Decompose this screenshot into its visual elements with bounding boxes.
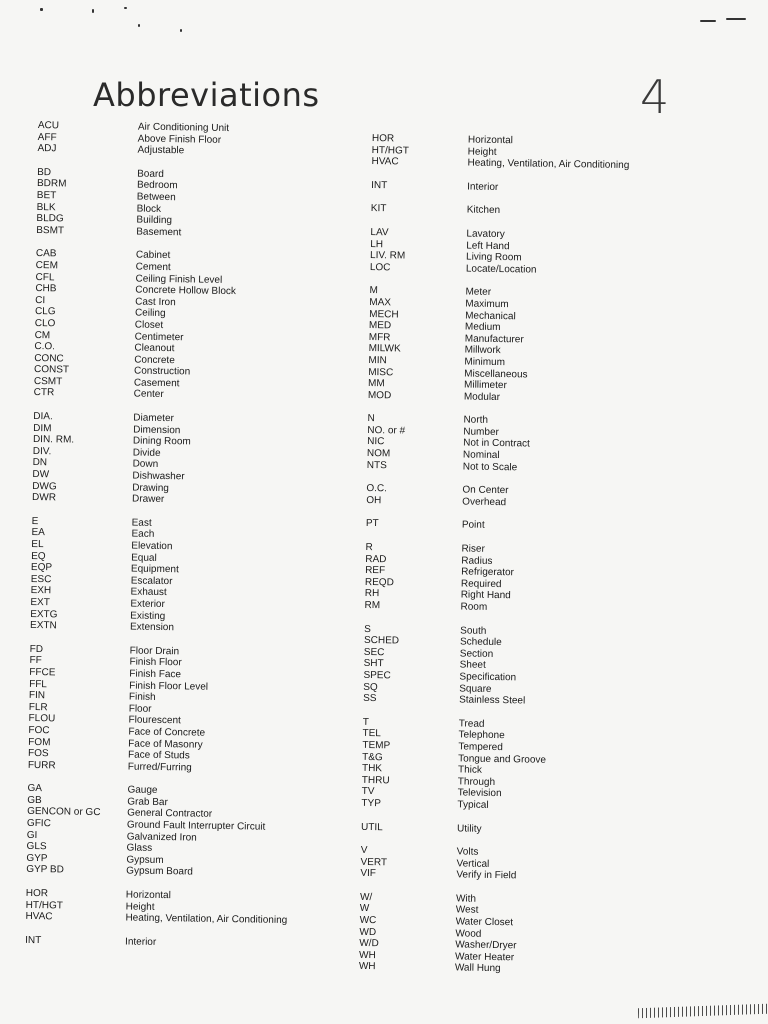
abbreviation-meaning: Adjustable bbox=[137, 144, 185, 157]
abbreviation-meaning: Tongue and Groove bbox=[458, 752, 547, 766]
abbreviation-meaning: West bbox=[455, 904, 479, 917]
abbreviation-meaning: Television bbox=[457, 787, 502, 800]
abbreviation-meaning: Required bbox=[460, 578, 502, 590]
abbreviation-meaning: Heating, Ventilation, Air Conditioning bbox=[125, 912, 288, 927]
abbreviation: FOC bbox=[28, 724, 50, 737]
abbreviation: INT bbox=[25, 934, 42, 946]
abbreviation: DIN. RM. bbox=[32, 434, 75, 446]
abbreviation-meaning: East bbox=[131, 517, 152, 529]
abbreviation-meaning: Center bbox=[133, 389, 164, 401]
abbreviation-meaning: Finish Floor bbox=[129, 656, 182, 669]
abbreviation-meaning: Right Hand bbox=[460, 589, 511, 602]
abbreviation: EXH bbox=[30, 585, 52, 597]
abbreviation-group bbox=[371, 203, 711, 220]
abbreviation-group bbox=[25, 935, 365, 952]
abbreviation: W bbox=[359, 903, 370, 915]
abbreviation: BD bbox=[37, 166, 52, 178]
abbreviation: DIV. bbox=[32, 445, 52, 458]
abbreviation: HT/HGT bbox=[25, 899, 63, 912]
abbreviation: MECH bbox=[369, 308, 399, 320]
abbreviation-row bbox=[25, 935, 365, 952]
abbreviation-meaning: Face of Masonry bbox=[128, 737, 203, 751]
abbreviation: THRU bbox=[361, 774, 390, 787]
abbreviation: ESC bbox=[30, 573, 52, 586]
abbreviation-meaning: Galvanized Iron bbox=[126, 831, 197, 844]
abbreviation: MM bbox=[367, 378, 385, 390]
abbreviation-meaning: Lavatory bbox=[466, 228, 505, 241]
abbreviation-meaning: Furred/Furring bbox=[127, 761, 192, 774]
abbreviation-meaning: Heating, Ventilation, Air Conditioning bbox=[467, 157, 630, 172]
abbreviation-meaning: Cleanout bbox=[134, 342, 175, 355]
abbreviation: NO. or # bbox=[367, 424, 406, 437]
abbreviation: TV bbox=[361, 786, 375, 798]
abbreviation-group bbox=[26, 783, 367, 881]
abbreviation: LH bbox=[370, 238, 384, 250]
abbreviation-meaning: Bedroom bbox=[136, 179, 178, 192]
abbreviation: FLR bbox=[28, 701, 48, 713]
abbreviation: MED bbox=[368, 320, 392, 332]
abbreviation: MILWK bbox=[368, 343, 401, 355]
abbreviation-meaning: General Contractor bbox=[127, 807, 213, 821]
abbreviation-meaning: Exterior bbox=[130, 598, 165, 611]
abbreviation: EQ bbox=[31, 550, 46, 562]
abbreviation: FFL bbox=[29, 678, 48, 690]
abbreviation: SQ bbox=[363, 681, 378, 693]
abbreviation-meaning: Extension bbox=[129, 621, 175, 634]
abbreviation-meaning: Construction bbox=[133, 365, 191, 378]
abbreviation-meaning: Water Heater bbox=[454, 951, 515, 964]
abbreviation-meaning: Divide bbox=[132, 447, 161, 459]
abbreviation: BET bbox=[36, 189, 57, 202]
abbreviation: CLO bbox=[34, 317, 56, 330]
abbreviation: VIF bbox=[360, 868, 377, 880]
abbreviation-group bbox=[363, 624, 704, 710]
abbreviation-meaning: Dimension bbox=[133, 424, 181, 436]
abbreviation: T&G bbox=[362, 751, 383, 763]
abbreviation-meaning: Interior bbox=[467, 181, 499, 193]
abbreviation: MFR bbox=[368, 331, 391, 344]
abbreviation-meaning: Minimum bbox=[464, 356, 506, 369]
abbreviation-meaning: Height bbox=[467, 146, 497, 158]
abbreviation-group bbox=[32, 411, 373, 509]
abbreviation: WD bbox=[359, 926, 377, 938]
abbreviation-group bbox=[359, 892, 700, 978]
abbreviation-meaning: Casement bbox=[133, 377, 180, 390]
scan-speck bbox=[92, 9, 94, 13]
abbreviation-meaning: Diameter bbox=[133, 412, 174, 425]
abbreviation: EA bbox=[31, 527, 45, 539]
abbreviation-meaning: Locate/Location bbox=[465, 263, 537, 276]
abbreviation: LIV. RM bbox=[369, 250, 406, 262]
abbreviation-meaning: Board bbox=[137, 168, 164, 180]
abbreviation: EL bbox=[31, 538, 44, 551]
abbreviation: RAD bbox=[365, 553, 387, 565]
abbreviation-meaning: Finish Floor Level bbox=[129, 680, 209, 693]
abbreviation: SHT bbox=[363, 658, 384, 670]
abbreviation-meaning: Wood bbox=[455, 928, 482, 940]
abbreviation: CONST bbox=[33, 364, 70, 376]
abbreviation: N bbox=[367, 413, 375, 425]
abbreviation-meaning: Exhaust bbox=[130, 586, 167, 599]
abbreviation-meaning: Mechanical bbox=[465, 310, 516, 322]
abbreviation: CLG bbox=[34, 306, 56, 318]
abbreviation: LAV bbox=[370, 226, 389, 239]
abbreviation-meaning: Maximum bbox=[465, 298, 509, 311]
abbreviation: GENCON or GC bbox=[27, 806, 101, 819]
abbreviation: FOS bbox=[27, 748, 49, 760]
abbreviation-meaning: Face of Studs bbox=[127, 749, 190, 762]
abbreviation-meaning: Finish Face bbox=[129, 668, 182, 681]
abbreviation-meaning: Nominal bbox=[462, 449, 500, 462]
abbreviation-group bbox=[368, 285, 710, 406]
abbreviation-meaning: Wall Hung bbox=[454, 962, 501, 975]
abbreviation: DWR bbox=[31, 492, 57, 504]
abbreviation-meaning: Each bbox=[131, 528, 155, 541]
abbreviation: AFF bbox=[37, 131, 57, 143]
abbreviation-meaning: Thick bbox=[457, 764, 482, 776]
abbreviation-group bbox=[371, 180, 711, 197]
abbreviation-group bbox=[36, 167, 377, 242]
abbreviation-meaning: Horizontal bbox=[125, 889, 171, 902]
abbreviation: FURR bbox=[27, 759, 56, 772]
abbreviation: CFL bbox=[35, 271, 55, 283]
abbreviation: DWG bbox=[32, 480, 57, 492]
abbreviation-meaning: Medium bbox=[464, 321, 501, 334]
abbreviation-meaning: Dining Room bbox=[132, 435, 191, 448]
abbreviation: WH bbox=[358, 961, 376, 973]
abbreviation-group bbox=[366, 518, 706, 535]
abbreviation-meaning: With bbox=[455, 893, 477, 905]
abbreviation: CONC bbox=[34, 352, 64, 365]
abbreviation: M bbox=[369, 285, 378, 297]
abbreviation-meaning: Ceiling bbox=[134, 307, 166, 320]
abbreviation-meaning: On Center bbox=[462, 484, 509, 497]
scan-edge-marks bbox=[638, 1004, 768, 1019]
abbreviation: FFCE bbox=[29, 666, 56, 679]
abbreviation: WC bbox=[359, 914, 377, 927]
abbreviation: SEC bbox=[363, 646, 385, 659]
scan-speck bbox=[124, 7, 127, 9]
abbreviation-group bbox=[37, 120, 378, 160]
abbreviation: BLK bbox=[36, 201, 56, 213]
abbreviation: O.C. bbox=[366, 483, 388, 495]
abbreviation: BDRM bbox=[36, 178, 67, 190]
abbreviation-meaning: Concrete bbox=[134, 354, 175, 366]
abbreviation: NTS bbox=[366, 459, 387, 471]
abbreviation: FOM bbox=[28, 736, 51, 748]
abbreviation-meaning: Cabinet bbox=[135, 249, 171, 262]
abbreviation: DW bbox=[32, 468, 50, 481]
abbreviation-meaning: Tempered bbox=[458, 741, 503, 754]
abbreviation: OH bbox=[366, 494, 382, 507]
abbreviation-meaning: Riser bbox=[461, 543, 485, 555]
abbreviation-meaning: Refrigerator bbox=[461, 566, 515, 579]
abbreviation: E bbox=[31, 515, 39, 527]
abbreviation: DN bbox=[32, 457, 48, 469]
chapter-number: 4 bbox=[640, 70, 670, 124]
abbreviation: EXT bbox=[30, 596, 50, 609]
scan-speck bbox=[40, 8, 43, 11]
abbreviation: CEM bbox=[35, 259, 59, 272]
abbreviation-meaning: Not to Scale bbox=[462, 461, 518, 473]
abbreviation-meaning: Ceiling Finish Level bbox=[135, 273, 223, 286]
abbreviation-meaning: Living Room bbox=[465, 251, 522, 264]
abbreviation-meaning: Tread bbox=[458, 718, 485, 730]
abbreviation: NIC bbox=[367, 436, 385, 448]
abbreviation: VERT bbox=[360, 856, 388, 869]
abbreviation-meaning: Gauge bbox=[127, 784, 158, 797]
abbreviation-meaning: Basement bbox=[136, 226, 182, 239]
abbreviation: SS bbox=[363, 693, 377, 705]
abbreviation: THK bbox=[361, 763, 383, 775]
abbreviation-meaning: Washer/Dryer bbox=[455, 939, 517, 952]
abbreviation-group bbox=[370, 227, 711, 279]
abbreviation: EXTN bbox=[29, 620, 57, 632]
abbreviation-meaning: Utility bbox=[457, 822, 482, 835]
abbreviation: T bbox=[362, 716, 369, 728]
abbreviation: C.O. bbox=[34, 341, 56, 353]
abbreviation: HT/HGT bbox=[371, 144, 410, 157]
abbreviation: SCHED bbox=[363, 635, 400, 647]
abbreviation: CAB bbox=[35, 248, 57, 260]
abbreviation-meaning: Number bbox=[463, 426, 499, 438]
abbreviation-meaning: Verify in Field bbox=[456, 869, 517, 882]
abbreviation-meaning: Schedule bbox=[459, 636, 502, 649]
abbreviation: RM bbox=[364, 599, 381, 612]
abbreviation: MAX bbox=[369, 296, 392, 309]
abbreviation: CSMT bbox=[33, 375, 63, 388]
abbreviation: REQD bbox=[364, 576, 394, 589]
abbreviation: CHB bbox=[35, 283, 57, 295]
abbreviations-right-column bbox=[359, 133, 712, 990]
abbreviation: S bbox=[364, 623, 371, 635]
abbreviation-meaning: Water Closet bbox=[455, 916, 514, 929]
abbreviation-meaning: Height bbox=[125, 901, 155, 913]
abbreviation-meaning: Point bbox=[461, 519, 485, 532]
abbreviation: REF bbox=[365, 565, 386, 577]
abbreviation-meaning: Radius bbox=[461, 555, 493, 567]
abbreviation-meaning: Square bbox=[459, 683, 492, 695]
abbreviation-meaning: Dishwasher bbox=[132, 470, 185, 483]
abbreviations-left-column bbox=[25, 120, 378, 964]
abbreviation: GYP BD bbox=[26, 864, 64, 876]
scan-speck bbox=[138, 24, 140, 27]
abbreviation-group bbox=[34, 248, 376, 404]
abbreviation-meaning: Manufacturer bbox=[464, 333, 524, 346]
abbreviation: GFIC bbox=[26, 817, 51, 830]
abbreviation-meaning: Stainless Steel bbox=[459, 694, 526, 707]
abbreviation-meaning: Above Finish Floor bbox=[137, 133, 222, 146]
abbreviation: PT bbox=[365, 518, 379, 530]
abbreviation: TEL bbox=[362, 728, 381, 740]
abbreviation-meaning: Closet bbox=[134, 319, 164, 331]
abbreviation-meaning: Existing bbox=[130, 610, 166, 622]
abbreviation-meaning: Millwork bbox=[464, 344, 501, 357]
abbreviation-group bbox=[25, 888, 366, 928]
abbreviation: INT bbox=[371, 179, 388, 192]
abbreviation-row bbox=[366, 518, 706, 535]
abbreviation-meaning: Elevation bbox=[131, 540, 173, 553]
abbreviation-group bbox=[30, 516, 372, 637]
abbreviation-meaning: Not in Contract bbox=[463, 437, 530, 450]
abbreviation-row bbox=[361, 821, 701, 838]
abbreviation-meaning: North bbox=[463, 414, 489, 427]
abbreviation: HOR bbox=[371, 133, 395, 145]
abbreviation: BSMT bbox=[36, 224, 65, 237]
abbreviation-meaning: Flourescent bbox=[128, 714, 181, 727]
abbreviation-meaning: Drawing bbox=[132, 482, 170, 494]
abbreviation: TYP bbox=[361, 797, 382, 810]
abbreviation-meaning: Modular bbox=[463, 391, 501, 403]
abbreviation: V bbox=[360, 845, 368, 857]
abbreviation-meaning: Left Hand bbox=[466, 240, 510, 252]
abbreviation-meaning: Block bbox=[136, 203, 162, 215]
abbreviation: WH bbox=[358, 949, 376, 962]
abbreviation: FF bbox=[29, 655, 42, 667]
abbreviation: FD bbox=[29, 643, 44, 655]
abbreviation-group bbox=[361, 821, 701, 838]
abbreviation: TEMP bbox=[362, 739, 391, 752]
abbreviation-meaning: Sheet bbox=[459, 659, 486, 672]
abbreviation-meaning: Glass bbox=[126, 842, 153, 855]
abbreviation-meaning: Down bbox=[132, 458, 159, 471]
abbreviation-meaning: Face of Concrete bbox=[128, 726, 206, 739]
abbreviation: EXTG bbox=[30, 608, 58, 620]
abbreviation-meaning: Escalator bbox=[130, 575, 173, 587]
scan-speck bbox=[180, 29, 182, 32]
abbreviation-meaning: Room bbox=[460, 601, 488, 613]
abbreviation-group bbox=[361, 717, 702, 815]
abbreviation-meaning: Floor bbox=[128, 703, 152, 715]
abbreviation-meaning: Drawer bbox=[131, 493, 165, 506]
abbreviation: ACU bbox=[37, 120, 60, 132]
abbreviation-meaning: Through bbox=[457, 776, 496, 788]
abbreviation: MIN bbox=[368, 354, 387, 367]
abbreviation: BLDG bbox=[36, 213, 64, 225]
abbreviation-meaning: Volts bbox=[456, 846, 479, 858]
abbreviation: FLOU bbox=[28, 713, 56, 725]
abbreviation: DIA. bbox=[33, 411, 53, 423]
abbreviation-meaning: Kitchen bbox=[466, 204, 501, 217]
abbreviation-group bbox=[360, 845, 701, 885]
abbreviation-meaning: Grab Bar bbox=[127, 796, 168, 808]
abbreviation: UTIL bbox=[361, 821, 383, 833]
abbreviation-meaning: Centimeter bbox=[134, 331, 184, 343]
abbreviation: GYP bbox=[26, 852, 48, 865]
abbreviation: CI bbox=[35, 294, 46, 306]
abbreviation: MOD bbox=[367, 389, 392, 402]
abbreviation-row bbox=[371, 180, 711, 197]
abbreviation: KIT bbox=[370, 203, 387, 215]
abbreviation: DIM bbox=[33, 422, 52, 434]
abbreviation-meaning: Specification bbox=[459, 671, 517, 684]
abbreviation-meaning: Cast Iron bbox=[135, 296, 176, 308]
abbreviation: HVAC bbox=[371, 156, 399, 168]
abbreviation: R bbox=[365, 541, 373, 554]
abbreviation: GA bbox=[27, 783, 43, 795]
abbreviation: CM bbox=[34, 329, 51, 341]
scan-mark bbox=[700, 20, 716, 22]
abbreviation-meaning: South bbox=[460, 625, 487, 637]
abbreviation: HVAC bbox=[25, 911, 53, 923]
abbreviation-meaning: Telephone bbox=[458, 729, 505, 742]
abbreviation-meaning: Ground Fault Interrupter Circuit bbox=[126, 819, 266, 833]
scan-mark bbox=[726, 18, 746, 20]
abbreviation-meaning: Floor Drain bbox=[129, 645, 180, 658]
abbreviation: NOM bbox=[366, 448, 391, 460]
abbreviation-meaning: Meter bbox=[465, 286, 492, 299]
abbreviation-meaning: Miscellaneous bbox=[464, 367, 528, 380]
abbreviation: SPEC bbox=[363, 669, 391, 682]
abbreviation: RH bbox=[364, 588, 380, 600]
abbreviation: GB bbox=[27, 794, 42, 807]
abbreviation: CTR bbox=[33, 387, 55, 399]
abbreviation-meaning: Equal bbox=[131, 552, 157, 564]
abbreviation-meaning: Between bbox=[136, 191, 176, 204]
abbreviation-meaning: Building bbox=[136, 214, 173, 227]
abbreviation-meaning: Gypsum bbox=[126, 854, 164, 866]
abbreviation: W/D bbox=[359, 938, 379, 950]
abbreviation: GI bbox=[26, 829, 38, 841]
abbreviation-meaning: Equipment bbox=[130, 563, 179, 576]
abbreviation-group bbox=[371, 133, 712, 173]
abbreviation: W/ bbox=[359, 891, 373, 903]
page-title: Abbreviations bbox=[93, 76, 320, 114]
abbreviation-group bbox=[28, 644, 370, 777]
abbreviation-group bbox=[366, 483, 706, 512]
abbreviation: EQP bbox=[30, 562, 53, 574]
abbreviation-meaning: Gypsum Board bbox=[126, 865, 193, 878]
abbreviation: ADJ bbox=[37, 143, 57, 155]
abbreviation-meaning: Millimeter bbox=[463, 379, 507, 392]
abbreviation-meaning: Finish bbox=[128, 691, 156, 704]
abbreviation-group bbox=[364, 542, 705, 617]
abbreviation-meaning: Interior bbox=[125, 936, 157, 948]
abbreviation: HOR bbox=[25, 887, 49, 900]
abbreviation-meaning: Typical bbox=[457, 799, 489, 811]
abbreviation-meaning: Cement bbox=[135, 261, 171, 274]
abbreviation: MISC bbox=[368, 366, 394, 378]
abbreviation-meaning: Air Conditioning Unit bbox=[137, 121, 230, 135]
abbreviation-meaning: Section bbox=[459, 648, 494, 660]
abbreviation: FIN bbox=[28, 690, 46, 702]
abbreviation-group bbox=[367, 413, 708, 476]
abbreviation-meaning: Overhead bbox=[462, 496, 507, 508]
abbreviation-meaning: Horizontal bbox=[467, 134, 514, 147]
abbreviation: GLS bbox=[26, 841, 47, 853]
abbreviation-row bbox=[371, 203, 711, 220]
abbreviation-meaning: Vertical bbox=[456, 858, 490, 870]
abbreviation: LOC bbox=[369, 261, 391, 274]
abbreviation-meaning: Concrete Hollow Block bbox=[135, 284, 237, 298]
